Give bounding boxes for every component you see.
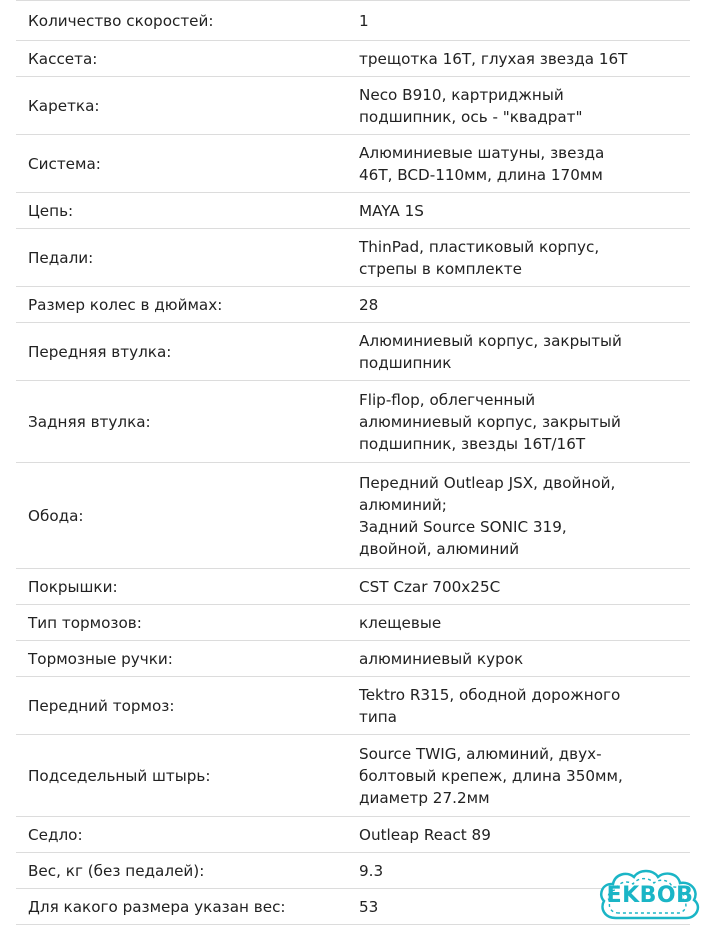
spec-row [16,569,690,605]
spec-value-line: Передний Outleap JSX, двойной, [359,473,616,492]
spec-value [347,569,690,605]
spec-label: Количество скоростей: [16,1,347,41]
spec-value [347,77,690,135]
spec-value-line: клещевые [359,613,442,632]
spec-value [347,817,690,853]
spec-label: Обода: [16,463,347,569]
spec-label: Покрышки: [16,569,347,605]
spec-label: Седло: [16,817,347,853]
spec-value-line: Flip-flop, облегченный [359,390,536,409]
spec-value-line: Алюминиевые шатуны, звезда [359,143,605,162]
spec-row [16,77,690,135]
spec-value [347,323,690,381]
spec-label: Размер колес в дюймах: [16,287,347,323]
spec-value-line: ThinPad, пластиковый корпус, [359,237,600,256]
spec-row [16,735,690,817]
spec-value-line: 46T, BCD-110мм, длина 170мм [359,165,603,184]
spec-value [347,287,690,323]
spec-label: Подседельный штырь: [16,735,347,817]
spec-value [347,229,690,287]
spec-row [16,817,690,853]
spec-label: Передний тормоз: [16,677,347,735]
spec-value [347,381,690,463]
spec-row [16,381,690,463]
spec-label: Для какого размера указан вес: [16,889,347,925]
spec-row [16,641,690,677]
spec-label: Задняя втулка: [16,381,347,463]
spec-value-line: Tektro R315, ободной дорожного [359,685,621,704]
spec-row [16,135,690,193]
spec-row [16,193,690,229]
spec-value [347,677,690,735]
spec-value [347,41,690,77]
spec-value [347,735,690,817]
spec-row [16,889,690,925]
spec-value-line: болтовый крепеж, длина 350мм, [359,766,623,785]
spec-value-line: CST Czar 700x25C [359,577,501,596]
spec-row [16,323,690,381]
specs-table-body [16,1,690,925]
spec-value [347,135,690,193]
spec-value-line: Outleap React 89 [359,825,491,844]
spec-row [16,463,690,569]
spec-row [16,605,690,641]
spec-value-line: подшипник [359,353,452,372]
spec-row [16,1,690,41]
spec-value [347,641,690,677]
spec-row [16,229,690,287]
spec-row [16,287,690,323]
ekbob-watermark [594,862,706,930]
spec-value-line: двойной, алюминий [359,539,520,558]
spec-row [16,853,690,889]
spec-label: Цепь: [16,193,347,229]
spec-value-line: 9.3 [359,861,384,880]
specs-table [16,0,690,925]
spec-value-line: алюминиевый корпус, закрытый [359,412,621,431]
spec-value-line: стрепы в комплекте [359,259,522,278]
spec-value-line: Source TWIG, алюминий, двух- [359,744,602,763]
spec-label: Тормозные ручки: [16,641,347,677]
spec-label: Каретка: [16,77,347,135]
spec-label: Передняя втулка: [16,323,347,381]
spec-value-line: трещотка 16T, глухая звезда 16T [359,49,628,68]
spec-row [16,41,690,77]
spec-value-line: диаметр 27.2мм [359,788,490,807]
spec-label: Вес, кг (без педалей): [16,853,347,889]
spec-label: Педали: [16,229,347,287]
spec-value-line: 1 [359,11,369,30]
spec-value-line: Neco B910, картриджный [359,85,564,104]
spec-value [347,605,690,641]
spec-value [347,1,690,41]
spec-label: Кассета: [16,41,347,77]
spec-value-line: алюминиевый курок [359,649,524,668]
spec-value-line: подшипник, звезды 16T/16T [359,434,586,453]
spec-value-line: MAYA 1S [359,201,424,220]
spec-label: Система: [16,135,347,193]
spec-value-line: 28 [359,295,379,314]
spec-value-line: 53 [359,897,379,916]
spec-value-line: Алюминиевый корпус, закрытый [359,331,622,350]
spec-row [16,677,690,735]
watermark-text: EKBOB [606,883,694,908]
spec-value-line: типа [359,707,397,726]
spec-value-line: алюминий; [359,495,447,514]
spec-label: Тип тормозов: [16,605,347,641]
spec-value [347,463,690,569]
spec-value [347,193,690,229]
spec-value-line: подшипник, ось - "квадрат" [359,107,583,126]
spec-value-line: Задний Source SONIC 319, [359,517,567,536]
